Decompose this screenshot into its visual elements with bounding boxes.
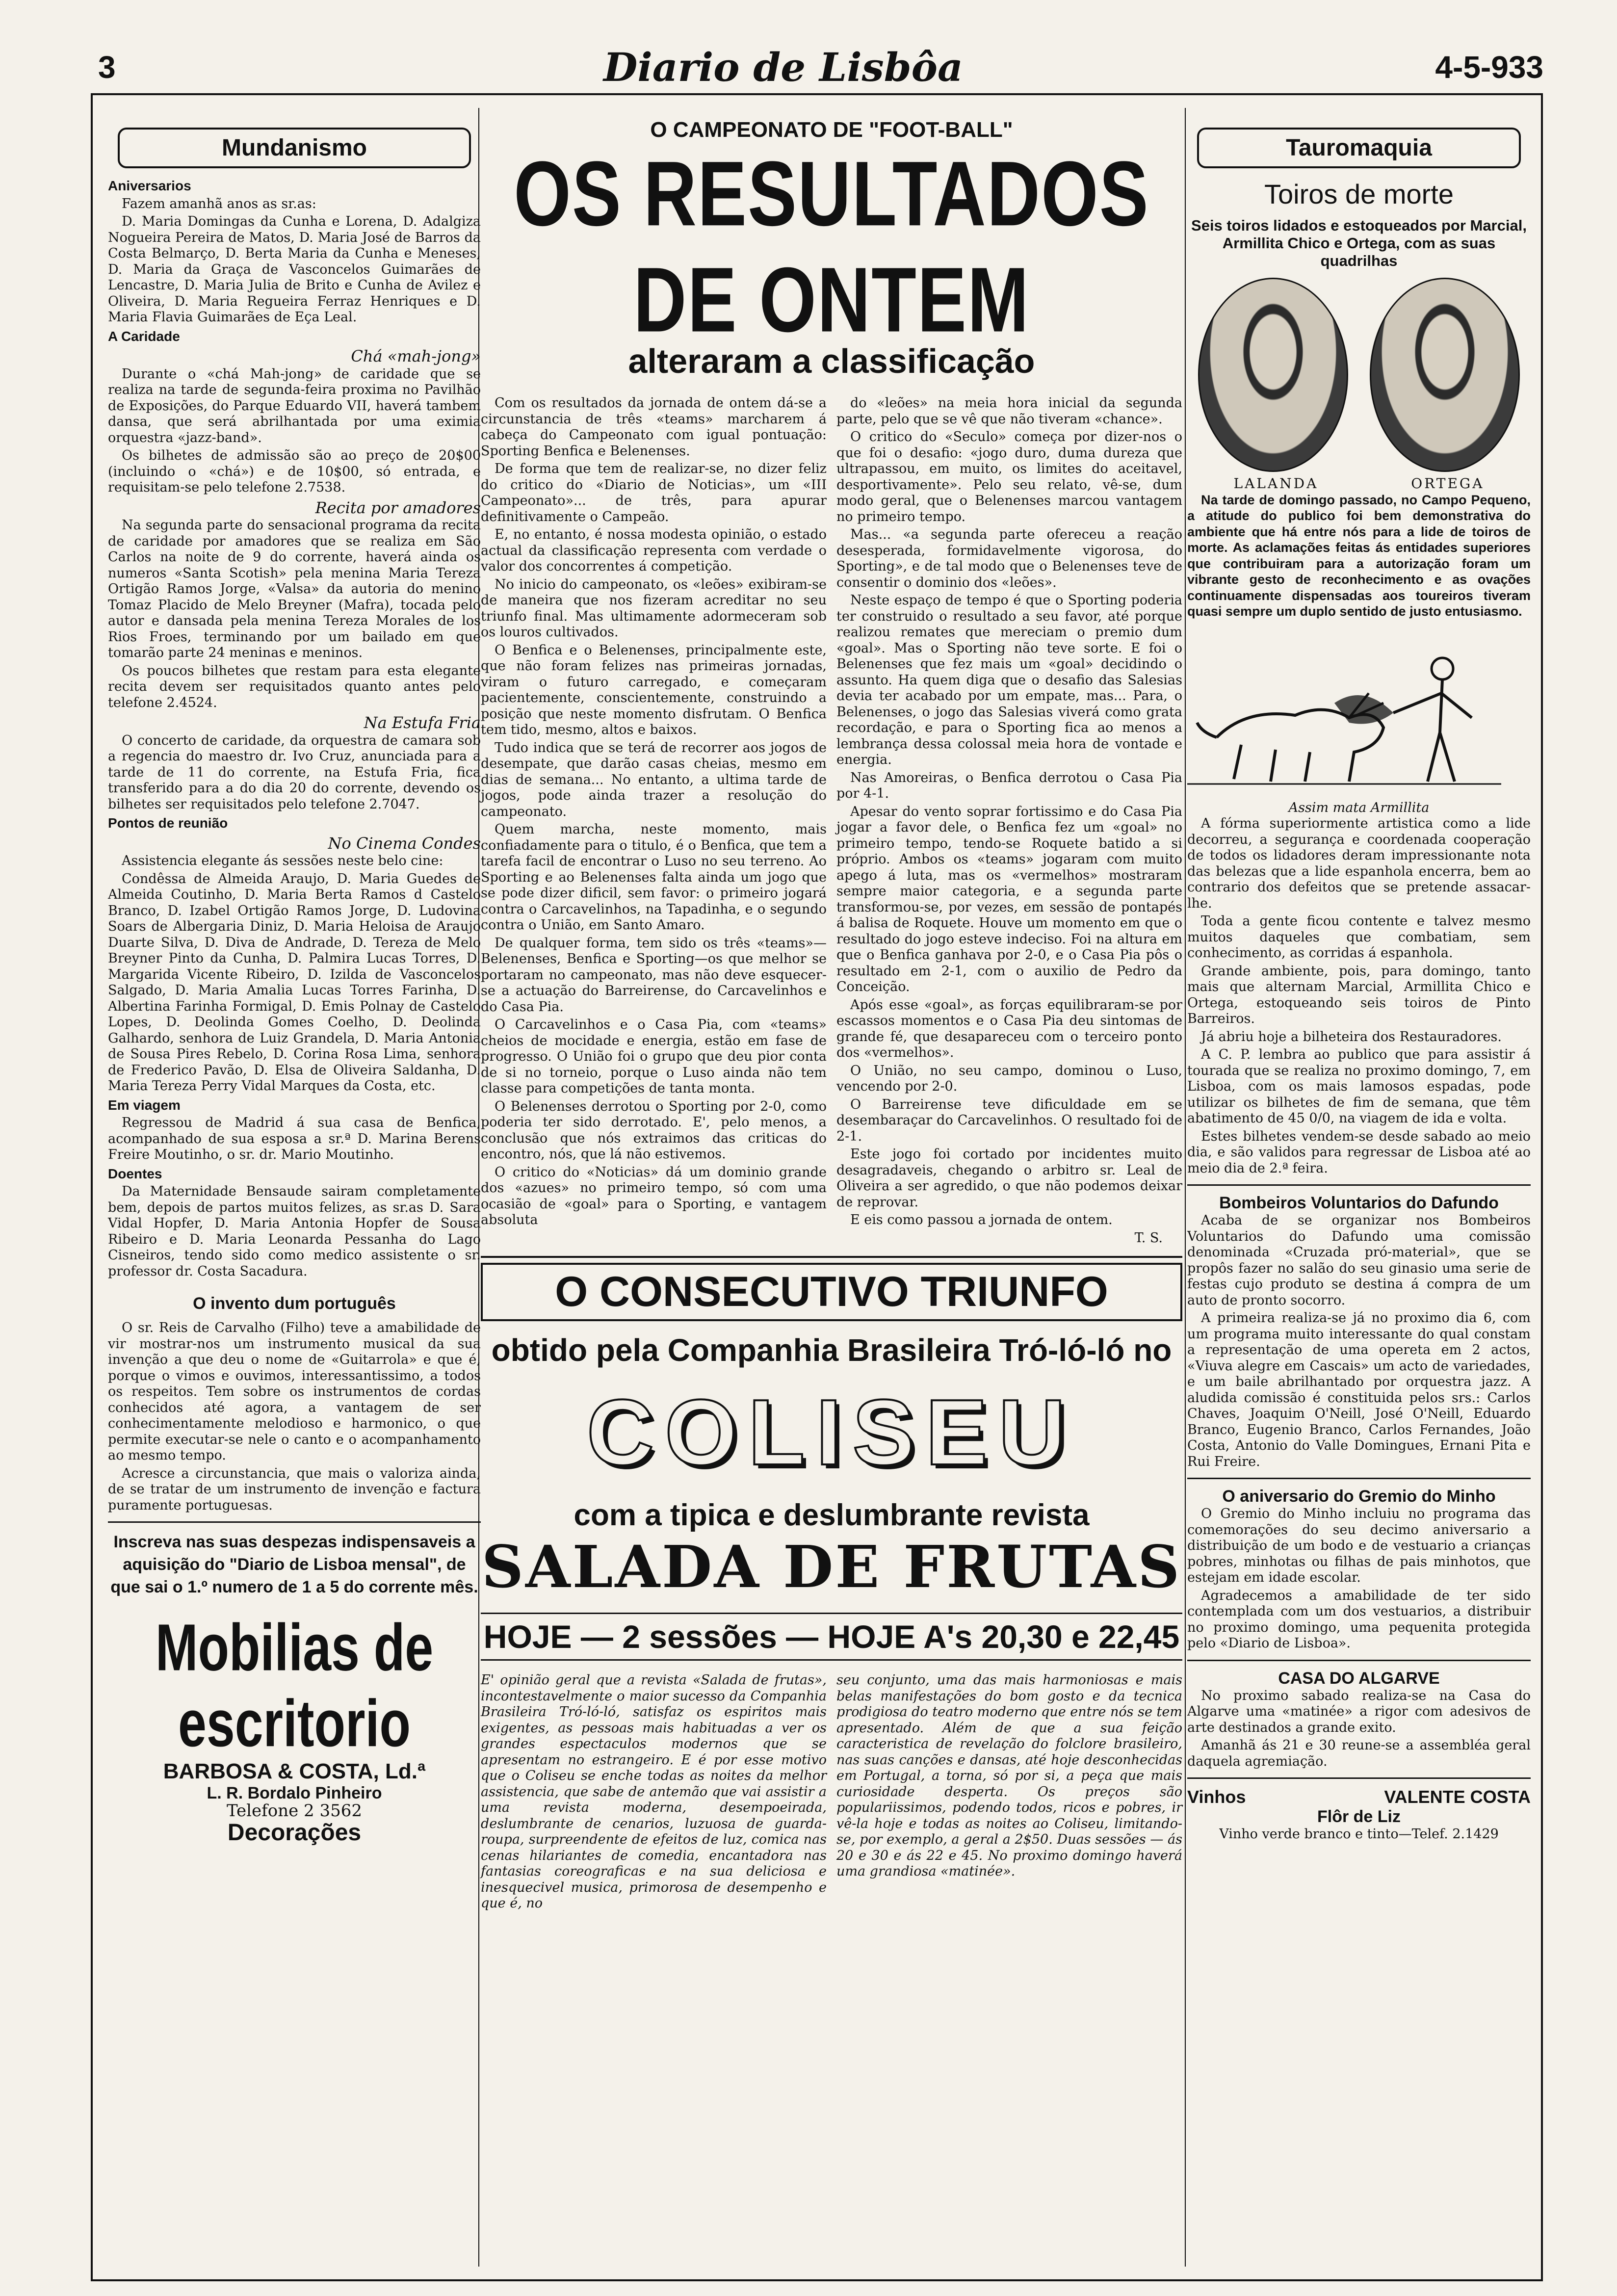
gremio-heading: O aniversario do Gremio do Minho (1222, 1487, 1496, 1506)
matador-portraits (1187, 278, 1531, 472)
aniversarios-intro: Fazem amanhã anos as sr.as: (122, 196, 316, 211)
bombeiros-paragraph: A primeira realiza-se já no proximo dia 6, com um programa muito interessante do qual constam a representação de uma opereta em 2 actos, «Viuva alegre em Cascais» um acto de variedades, e um baile abrilhantado por orquestra jazz. A aludida comissão é constituida pelos srs.: Carlos Chaves, Joaquim O'Neill, José O'Neill, Eduardo Branco, Eugenio Branco, Carlos Fernandes, João Costa, Antonio do Valle Domingues, Ernani Pita e Rui Freire. (1187, 1310, 1531, 1469)
football-column (481, 108, 1182, 1912)
coliseu-title: O CONSECUTIVO TRIUNFO (481, 1263, 1182, 1321)
article-paragraph: No inicio do campeonato, os «leões» exibiram-se de maneira que nos fizeram acreditar no seu triunfo final. Mas ultimamente adormeceram sob os louros cultivados. (481, 576, 827, 640)
condes-intro: Assistencia elegante ás sessões neste belo cine: (122, 853, 443, 868)
article-paragraph: Nas Amoreiras, o Benfica derrotou o Casa Pia por 4-1. (836, 770, 1182, 801)
tauromaquia-paragraph: Estes bilhetes vendem-se desde sabado ao meio dia, e são validos para regressar de Lisboa até ao meio dia de 2.ª feira. (1187, 1128, 1531, 1176)
portrait-caption: LALANDA (1233, 475, 1319, 492)
article-paragraph: E eis como passou a jornada de ontem. (850, 1212, 1113, 1227)
page-number: 3 (98, 50, 116, 85)
gremio-paragraph: Agradecemos a amabilidade de ter sido contemplada com um dos vestuarios, a distribuir no proximo domingo, uma pequenita protegida pelo «Diario de Lisboa». (1187, 1588, 1531, 1651)
mundanismo-column (108, 108, 481, 1846)
doentes-text: Da Maternidade Bensaude sairam completamente bem, depois de partos muitos felizes, as sr.as D. Sara Vidal Hopfer, D. Maria Antonia Hopfer de Sousa Ribeiro e D. Maria Leonarda Pessanha do Lago Cisneiros, tendo sido como medico assistente o sr. professor dr. Costa Sacadura. (108, 1184, 481, 1279)
coliseu-venue: COLISEU (586, 1381, 1077, 1485)
column-divider (1185, 108, 1186, 2267)
coliseu-show-title: SALADA DE FRUTAS (481, 1533, 1182, 1601)
portrait-photo (1370, 278, 1520, 472)
gremio-paragraph: O Gremio do Minho incluiu no programa das comemorações do seu decimo aniversario a distribuição de um bodo e de vestuario a crianças pobres, minhotas ou filhas de pais minhotos, que estejam em idade escolar. (1187, 1506, 1531, 1585)
divider (1187, 1478, 1531, 1479)
football-deck: alteraram a classificação (628, 342, 1035, 380)
bombeiros-heading: Bombeiros Voluntarios do Dafundo (1219, 1194, 1499, 1212)
football-kicker: O CAMPEONATO DE "FOOT-BALL" (650, 118, 1013, 142)
article-paragraph: Neste espaço de tempo é que o Sporting poderia ter construido o resultado a seu favor, até porque realizou remates que mereciam o premio dum «goal». Mas o Sporting não teve sorte. E foi o Belenenses que fez mais um «goal» decidindo o assunto. Ha quem diga que o desafio das Salesias devia ter acabado por um empate, mas... Para, o Belenenses, o jogo das Salesias viverá como grata recordação, e para o Sporting fica ao menos a lembrança dessa colossal meia hora de vontade e energia. (836, 593, 1182, 767)
article-paragraph: Mas... «a segunda parte ofereceu a reação desesperada, formidavelmente vigorosa, do Sporting», e de tal modo que o Belenenses teve de consentir o dominio dos «leões». (836, 527, 1182, 590)
article-paragraph: O Benfica e o Belenenses, principalmente este, que não foram felizes nas primeiras jornadas, viram o futuro carregado, e começaram pacientemente, conscientemente, construindo a posição que neste momento disfrutam. O Benfica tem tido, mesmo, altos e baixos. (481, 642, 827, 737)
article-paragraph: O critico do «Seculo» começa por dizer-nos o que foi o desafio: «jogo duro, duma dureza que ultrapassou, em muito, os limites do aceitavel, desportivamente». Pelo seu relato, vê-se, dum modo geral, que o Belenenses marcou vantagem no primeiro tempo. (836, 429, 1182, 524)
tauromaquia-box-title: Tauromaquia (1197, 128, 1521, 168)
vinhos-label: Vinhos (1187, 1787, 1246, 1807)
viagem-text: Regressou de Madrid á sua casa de Benfica, acompanhado de sua esposa a sr.ª D. Marina Berens Freire Moutinho, o sr. dr. Mario Moutinho. (108, 1115, 481, 1162)
article-paragraph: Quem marcha, neste momento, mais confiadamente para o titulo, é o Benfica, que tem a tarefa facil de encontrar o Luso no seu terreno. Ao Sporting e ao Belenenses falta ainda um jogo que se pode dizer dificil, sem favor: o primeiro jogará contra o Carcavelinhos, na Tapadinha, e o segundo contra o União, em Santo Amaro. (481, 822, 827, 933)
coliseu-left-text: E' opinião geral que a revista «Salada de frutas», incontestavelmente o maior sucesso da Companhia Brasileira Tró-ló-ló, satisfaz os espiritos mais exigentes, as pessoas mais habituadas a ver os grandes espectaculos modernos que se apresentam no estrangeiro. E é por esse motivo que o Coliseu se enche todas as noites da melhor assistencia, que sabe de antemão que vai assistir a uma revista moderna, desempoeirada, deslumbrante de cenarios, luzuosa de guarda-roupa, surpreendente de efeitos de luz, comica nas cenas hilariantes de comedia, encantadora nas fantasias coreograficas e na sua deliciosa e inesquecivel musica, primorosa de desempenho e que é, no (481, 1672, 827, 1911)
tauromaquia-subtitle: Toiros de morte (1264, 179, 1454, 209)
cha-paragraph: Durante o «chá Mah-jong» de caridade que se realiza na tarde de segunda-feira proxima no Pavilhão de Exposições, do Parque Eduardo VII, haverá tambem dansa, que será abrilhantada por uma eximia orquestra «jazz-band». (108, 366, 481, 445)
mundanismo-box-title: Mundanismo (118, 128, 471, 168)
article-paragraph: O Barreirense teve dificuldade em se desembaraçar do Carcavelinhos. O resultado foi de 2-1. (836, 1096, 1182, 1144)
coliseu-revista: com a tipica e deslumbrante revista (574, 1498, 1090, 1532)
illustration-caption: Assim mata Armillita (1288, 800, 1430, 815)
tauromaquia-paragraph: Grande ambiente, pois, para domingo, tanto mais que alternam Marcial, Armillita Chico e Ortega, estoqueando seis toiros de Pinto Barreiros. (1187, 963, 1531, 1026)
mobilias-title: Mobilias de escritorio (155, 1611, 434, 1761)
vinhos-sub: Flôr de Liz (1317, 1807, 1401, 1826)
caridade-heading: A Caridade (108, 328, 180, 344)
algarve-heading: CASA DO ALGARVE (1278, 1669, 1440, 1688)
article-paragraph: O União, no seu campo, dominou o Luso, vencendo por 2-0. (836, 1063, 1182, 1094)
aniversarios-text: D. Maria Domingas da Cunha e Lorena, D. Adalgiza Nogueira Pereira de Matos, D. Maria José de Barros da Costa Belmarço, D. Berta Maria da Cunha e Meneses, D. Maria da Graça de Vasconcelos Guimarães de Lencastre, D. Maria Julia de Brito e Cunha de Avilez e Oliveira, D. Maria Regueira Ferraz Henriques e D. Maria Flavia Guimarães de Eça Leal. (108, 214, 481, 325)
invento-paragraph: O sr. Reis de Carvalho (Filho) teve a amabilidade de vir mostrar-nos um instrumento musical da sua invenção a que deu o nome de «Guitarrola» e que é, porque o vimos e ouvimos, interessantissimo, a todos os respeitos. Tem sobre os instrumentos de cordas conhecidos até agora, a vantagem de ser conhecimentamente melodioso e harmonico, o que permite executar-se nele o canto e o acompanhamento ao mesmo tempo. (108, 1320, 481, 1463)
newspaper-title: Diario de Lisbôa (603, 44, 963, 90)
article-paragraph: Após esse «goal», as forças equilibraram-se por escassos momentos e o Casa Pia deu sintomas de grande fé, que desapareceu com o terceiro ponto dos «vermelhos». (836, 997, 1182, 1060)
tauromaquia-paragraph: Já abriu hoje a bilheteira dos Restauradores. (1201, 1029, 1502, 1044)
football-body (481, 395, 1182, 1246)
doentes-heading: Doentes (108, 1166, 162, 1181)
portrait-photo (1198, 278, 1348, 472)
article-paragraph: O Belenenses derrotou o Sporting por 2-0, como poderia ter sido derrotado. E', pelo menos, a conclusão que nós extraimos das criticas do encontro, nós, que lá não estivemos. (481, 1098, 827, 1162)
football-headline: OS RESULTADOS DE ONTEM (514, 142, 1149, 351)
bullfight-illustration (1187, 634, 1531, 796)
tauromaquia-column (1187, 108, 1531, 1843)
bull-matador-drawing (1187, 634, 1501, 796)
bombeiros-paragraph: Acaba de se organizar nos Bombeiros Voluntarios do Dafundo uma comissão denominada «Cruzada pró-material», que se propôs fazer no salão do seu ginasio uma serie de festas cujo produto se destina á compra de um auto de pronto socorro. (1187, 1213, 1531, 1308)
article-paragraph: E, no entanto, é nossa modesta opinião, o estado actual da classificação representa com verdade o valor dos concorrentes á competição. (481, 527, 827, 574)
article-paragraph: Com os resultados da jornada de ontem dá-se a circunstancia de três «teams» marcharem á cabeça do Campeonato com igual pontuação: Sporting Benfica e Belenenses. (481, 395, 827, 459)
coliseu-body (481, 1672, 1182, 1912)
mobilias-tagline: Decorações (227, 1819, 362, 1846)
tauromaquia-paragraph: A C. P. lembra ao publico que para assistir á tourada que se realiza no proximo domingo, 7, em Lisboa, com os mais lamosos espadas, pode utilizar os bilhetes de fim de semana, que têm abatimento de 45 0/0, na viagem de ida e volta. (1187, 1047, 1531, 1126)
coliseu-right-text: seu conjunto, uma das mais harmoniosas e mais belas manifestações do bom gosto e da tecnica prodigiosa do teatro moderno que entre nós se tem apresentado. Além de que a sua feição caracteristica de revelação do folclore brasileiro, nas suas canções e dansas, até hoje desconhecidas em Portugal, a torna, só por si, a peça que mais curiosidade desperta. Os preços são populariissimos, podendo todos, ricos e pobres, ir vê-la hoje e todas as noites ao Coliseu, limitando-se, por exemplo, a geral a 2$50. Duas sessões — ás 20 e 30 e ás 22 e 45. No proximo domingo haverá uma grandiosa «matinée». (836, 1672, 1182, 1879)
coliseu-advertisement (481, 1256, 1182, 1912)
inscreva-notice: Inscreva nas suas despezas indispensaveis a aquisição do "Diario de Lisboa mensal", de que sai o 1.º numero de 1 a 5 do corrente mês. (110, 1533, 478, 1596)
coliseu-subtitle: obtido pela Companhia Brasileira Tró-ló-ló no (491, 1332, 1172, 1368)
article-paragraph: Tudo indica que se terá de recorrer aos jogos de desempate, que darão casas cheias, mesmo em dias de semana... No entanto, a ultima tarde de jogos, pode ainda trazer a resolução do campeonato. (481, 740, 827, 819)
article-paragraph: Este jogo foi cortado por incidentes muito desagradaveis, chegando o arbitro sr. Leal de Oliveira a ser agredido, o que não podemos deixar de reprovar. (836, 1147, 1182, 1210)
tauromaquia-paragraph: A fórma superiormente artistica como a lide decorreu, a segurança e coordenada cooperação de todos os lidadores deram impressionante nota das belezas que a lide espanhola encerra, bem ao contrario dos defeitos que se pretende assacar-lhe. (1187, 816, 1531, 911)
coliseu-showtimes: HOJE — 2 sessões — HOJE A's 20,30 e 22,45 (481, 1613, 1182, 1661)
estufa-paragraph: O concerto de caridade, da orquestra de camara sob a regencia do maestro dr. Ivo Cruz, anunciada para a tarde de 11 do corrente, na Estufa Fria, fica transferido para a do dia 20 do corrente, devendo os bilhetes ser requisitados pelo telefone 2.7047. (108, 732, 481, 812)
divider (108, 1521, 481, 1523)
condes-heading: No Cinema Condes (328, 834, 481, 853)
masthead (0, 20, 1617, 93)
vinhos-ad (1187, 1787, 1531, 1807)
tauromaquia-paragraph: Na tarde de domingo passado, no Campo Pequeno, a atitude do publico foi bem demonstrativa do ambiente que há entre nós para a lide de toiros de morte. As aclamações feitas ás entidades superiores que contribuiram para a autorização foram um vibrante gesto de reconhecimento e as ovações continuamente dispensadas aos toureiros tiveram quasi sempre um duplo sentido de justo entusiasmo. (1187, 492, 1531, 619)
mobilias-firm: BARBOSA & COSTA, Ld.ª (163, 1759, 426, 1783)
article-paragraph: De qualquer forma, tem sido os três «teams»—Belenenses, Benfica e Sporting—os que melhor se portaram no campeonato, mas não deve esquecer-se a actuação do Barreirense, do Carcavelinhos e do Casa Pia. (481, 935, 827, 1015)
cha-paragraph: Os bilhetes de admissão são ao preço de 20$00 (incluindo o «chá») e de 10$00, só entrada, e requisitam-se pelo telefone 2.7538. (108, 448, 481, 495)
recita-paragraph: Na segunda parte do sensacional programa da recita de caridade por amadores que se realiza em São Carlos na noite de 9 do corrente, haverá ainda os numeros «Santa Scotish» pela menina Maria Tereza Ortigão Ramos Jorge, «Valsa» da autoria do menino Tomaz Placido de Melo Breyner (Mafra), tocada pelo autor e dansada pela menina Tereza Morales de los Rios Froes, terminando por um bailado em que tomarão parte 24 meninas e meninos. (108, 518, 481, 660)
mobilias-phone: Telefone 2 3562 (226, 1801, 362, 1821)
tauromaquia-paragraph: Toda a gente ficou contente e talvez mesmo muitos daqueles que combatiam, sem conhecimento, as corridas á espanhola. (1187, 913, 1531, 961)
viagem-heading: Em viagem (108, 1097, 181, 1113)
article-signature: T. S. (1134, 1230, 1163, 1246)
mobilias-address: L. R. Bordalo Pinheiro (207, 1784, 382, 1802)
estufa-heading: Na Estufa Fria (364, 713, 481, 732)
divider (1187, 1777, 1531, 1779)
cha-heading: Chá «mah-jong» (351, 347, 481, 365)
pontos-heading: Pontos de reunião (108, 815, 228, 831)
condes-text: Condêssa de Almeida Araujo, D. Maria Guedes de Almeida Coutinho, D. Maria Berta Ramos d Castelo Branco, D. Izabel Ortigão Ramos Jorge, D. Ludovina Soars de Albergaria Diniz, D. Maria Heloisa de Araujo Duarte Silva, D. Diva de Andrade, D. Tereza de Melo Breyner Pinto da Cunha, D. Palmira Lucas Torres, D. Margarida Vicente Ribeiro, D. Izilda de Vasconcelos Salgado, D. Maria Amalia Lucas Torres Farinha, D. Albertina Farinha Formigal, D. Emis Polnay de Castelo Lopes, D. Deolinda Gomes Coelho, D. Deolinda Galhardo, senhora de Luiz Grandela, D. Maria Antonia de Sousa Pires Rebelo, D. Corina Rosa Lima, senhora de Frederico Pavão, D. Elsa de Oliveira Saldanha, D. Maria Tereza Perry Vidal Marques da Costa, etc. (108, 871, 481, 1094)
divider (1187, 1660, 1531, 1661)
issue-date: 4-5-933 (1435, 50, 1543, 85)
vinhos-name: VALENTE COSTA (1384, 1787, 1531, 1807)
invento-paragraph: Acresce a circunstancia, que mais o valoriza ainda, de se tratar de um instrumento de invenção e factura puramente portuguesas. (108, 1465, 481, 1513)
portrait-captions (1187, 476, 1531, 492)
article-paragraph: do «leões» na meia hora inicial da segunda parte, pelo que se vê que não tiveram «chance». (836, 395, 1182, 427)
football-left-column (481, 395, 827, 1246)
aniversarios-heading: Aniversarios (108, 178, 191, 193)
article-paragraph: De forma que tem de realizar-se, no dizer feliz do critico do «Diario de Noticias», um «III Campeonato»... de três, para apurar definitivamente o Campeão. (481, 461, 827, 524)
portrait-caption: ORTEGA (1411, 475, 1485, 492)
recita-heading: Recita por amadores (315, 498, 481, 517)
invento-heading: O invento dum português (193, 1294, 396, 1313)
tauromaquia-deck: Seis toiros lidados e estoqueados por Marcial, Armillita Chico e Ortega, com as suas quadrilhas (1191, 217, 1527, 269)
vinhos-line: Vinho verde branco e tinto—Telef. 2.1429 (1219, 1826, 1499, 1842)
article-paragraph: Apesar do vento soprar fortissimo e do Casa Pia jogar a favor dele, o Benfica fez um «goal» no primeiro tempo, tendo-se Roquete batido a si próprio. Ambos os «teams» jogaram com muito apego á luta, mas os «vermelhos» mostraram sempre maior categoria, e a segunda parte transformou-se, por vezes, em sessão de pontapés á balisa de Roquete. Houve um momento em que o resultado do jogo esteve indeciso. Foi na altura em que o Benfica ganhava por 2-0, e o Casa Pia pôs o resultado em 2-1, com o auxilio de Pedro da Conceição. (836, 804, 1182, 994)
divider (1187, 1184, 1531, 1186)
football-right-column (836, 395, 1182, 1246)
algarve-paragraph: No proximo sabado realiza-se na Casa do Algarve uma «matinée» a rigor com adesivos de arte destinados a grande exito. (1187, 1688, 1531, 1735)
algarve-paragraph: Amanhã ás 21 e 30 reune-se a assembléa geral daquela agremiação. (1187, 1738, 1531, 1769)
article-paragraph: O critico do «Noticias» dá um dominio grande dos «azues» no primeiro tempo, só com uma ocasião de «goal» para o Sporting, e vantagem absoluta (481, 1164, 827, 1227)
recita-paragraph: Os poucos bilhetes que restam para esta elegante recita devem ser requisitados quanto antes pelo telefone 2.4524. (108, 663, 481, 710)
article-paragraph: O Carcavelinhos e o Casa Pia, com «teams» cheios de mocidade e energia, estão em fase de progresso. O União foi o grupo que deu pior conta de si no torneio, porque o Luso ainda não tem classe para competições de tanta monta. (481, 1017, 827, 1096)
